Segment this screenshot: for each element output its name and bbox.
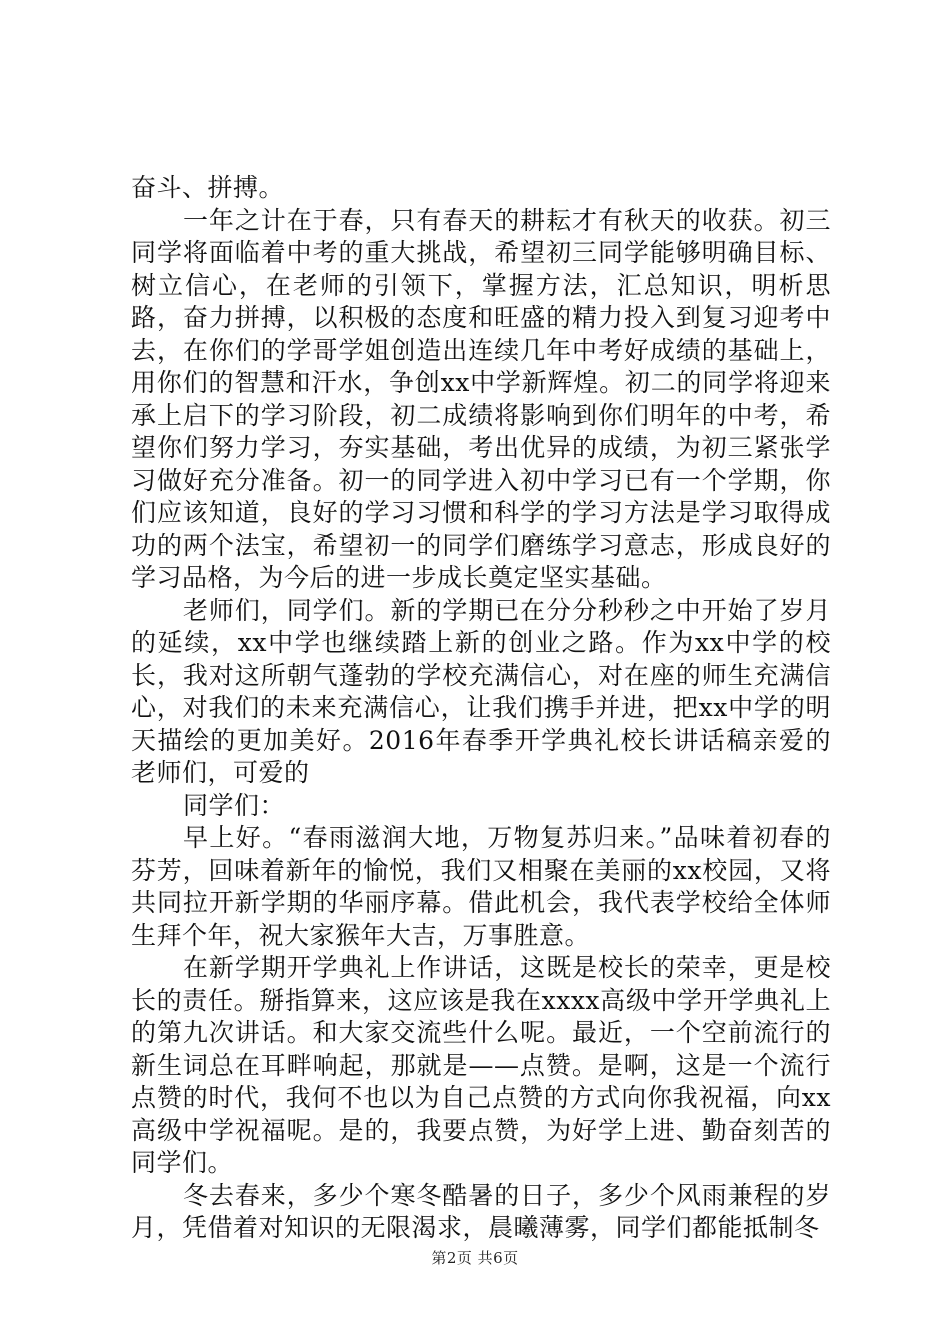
paragraph-school-future: 老师们，同学们。新的学期已在分分秒秒之中开始了岁月的延续，xx中学也继续踏上新的创业之路。作为xx中学的校长，我对这所朝气蓬勃的学校充满信心，对在座的师生充满信心，对我们的未来充满信心，让我们携手并进，把xx中学的明天描绘的更加美好。2016年春季开学典礼校长讲话稿亲爱的老师们，可爱的: [131, 595, 831, 787]
paragraph-grade-goals: 一年之计在于春，只有春天的耕耘才有秋天的收获。初三同学将面临着中考的重大挑战，希望初三同学能够明确目标、树立信心，在老师的引领下，掌握方法，汇总知识，明析思路，奋力拼搏，以积极的态度和旺盛的精力投入到复习迎考中去，在你们的学哥学姐创造出连续几年中考好成绩的基础上，用你们的智慧和汗水，争创xx中学新辉煌。初二的同学将迎来承上启下的学习阶段，初二成绩将影响到你们明年的中考，希望你们努力学习，夯实基础，考出优异的成绩，为初三紧张学习做好充分准备。初一的同学进入初中学习已有一个学期，你们应该知道，良好的学习习惯和科学的学习方法是学习取得成功的两个法宝，希望初一的同学们磨练学习意志，形成良好的学习品格，为今后的进一步成长奠定坚实基础。: [131, 205, 831, 592]
paragraph-continuation: 奋斗、拼搏。: [131, 173, 285, 202]
paragraph-salutation: 同学们：: [183, 790, 286, 820]
page-number-footer: 第2页 共6页: [431, 1249, 519, 1267]
paragraph-greeting: 早上好。“春雨滋润大地，万物复苏归来。”品味着初春的芬芳，回味着新年的愉悦，我们又相聚在美丽的xx校园，又将共同拉开新学期的华丽序幕。借此机会，我代表学校给全体师生拜个年，祝大家猴年大吉，万事胜意。: [131, 823, 831, 950]
paragraph-speech-intro: 在新学期开学典礼上作讲话，这既是校长的荣幸，更是校长的责任。掰指算来，这应该是我在xxxx高级中学开学典礼上的第九次讲话。和大家交流些什么呢。最近，一个空前流行的新生词总在耳畔响起，那就是——点赞。是啊，这是一个流行点赞的时代，我何不也以为自己点赞的方式向你我祝福，向xx高级中学祝福呢。是的，我要点赞，为好学上进、勤奋刻苦的同学们。: [131, 953, 831, 1177]
paragraph-winter-spring: 冬去春来，多少个寒冬酷暑的日子，多少个风雨兼程的岁月，凭借着对知识的无限渴求，晨曦薄雾，同学们都能抵制冬: [131, 1180, 831, 1242]
document-body: [131, 172, 831, 1245]
